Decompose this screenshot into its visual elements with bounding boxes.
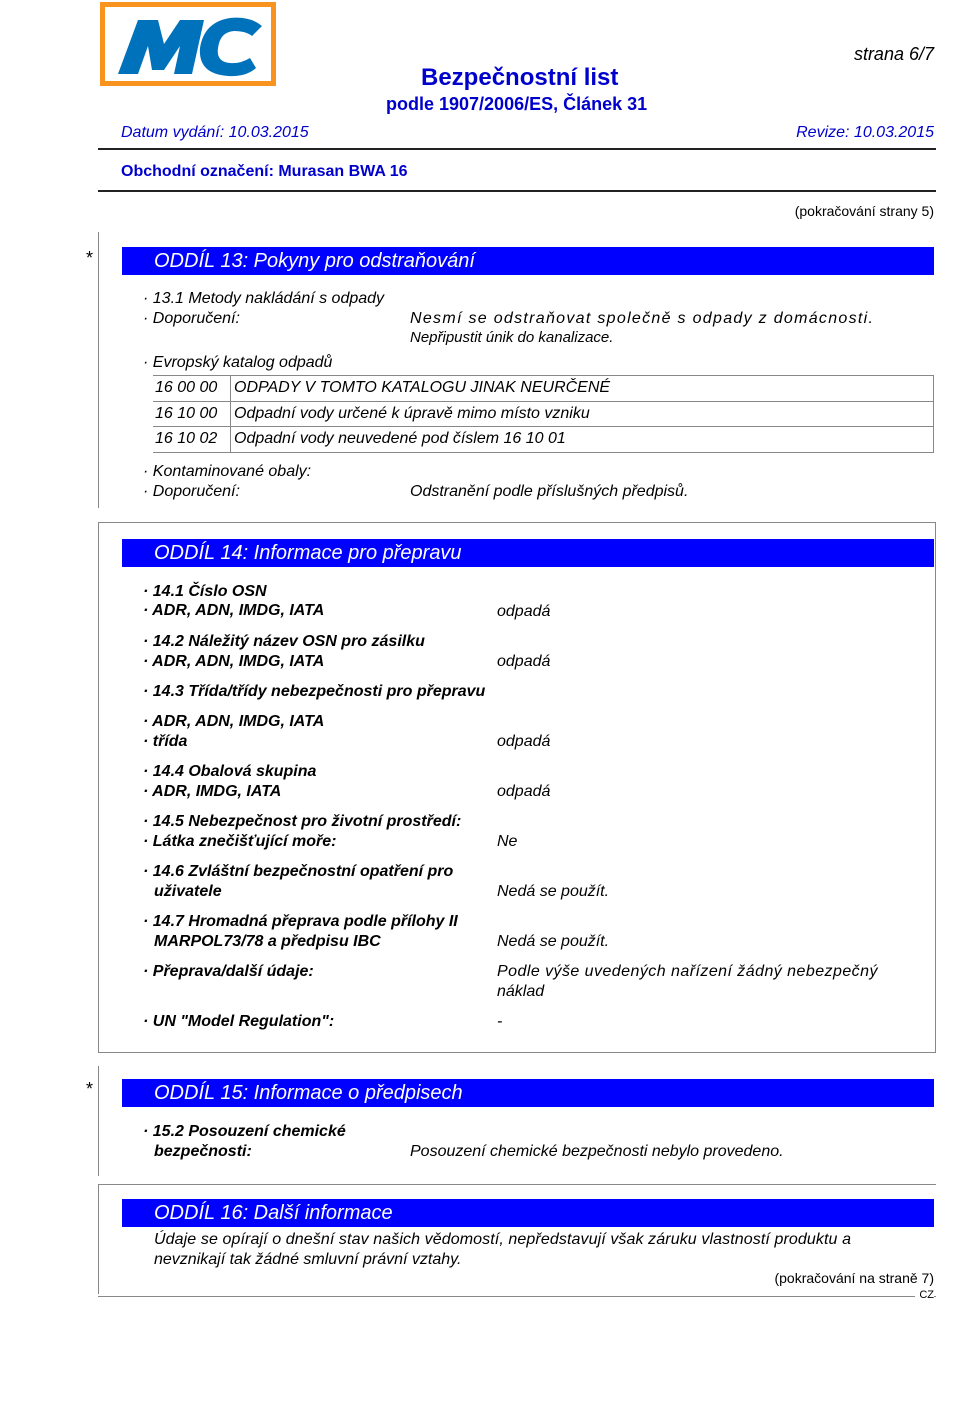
s14-r7v: Nedá se použít. bbox=[497, 933, 610, 950]
company-logo bbox=[100, 2, 276, 86]
s13-change-marker: * bbox=[86, 248, 94, 268]
continued-to: (pokračování na straně 7) bbox=[774, 1270, 934, 1286]
s14-r2v: odpadá bbox=[497, 653, 551, 670]
s14-r2b: · ADR, ADN, IMDG, IATA bbox=[143, 653, 325, 670]
waste-catalog-table bbox=[153, 375, 934, 453]
s14-r3v: odpadá bbox=[497, 733, 551, 750]
waste-code: 16 10 02 bbox=[155, 430, 218, 447]
s14-r3a: · 14.3 Třída/třídy nebezpečnosti pro přepravu bbox=[143, 683, 486, 700]
s14-r8v1: Podle výše uvedených nařízení žádný nebezpečný bbox=[497, 963, 878, 980]
s14-r5a: · 14.5 Nebezpečnost pro životní prostředí: bbox=[143, 813, 462, 830]
s14-r3c: · třída bbox=[143, 733, 188, 750]
s13-catalog-label: · Evropský katalog odpadů bbox=[143, 354, 333, 371]
s14-r3b: · ADR, ADN, IMDG, IATA bbox=[143, 713, 325, 730]
table-row bbox=[153, 401, 934, 427]
s13-methods: · 13.1 Metody nakládání s odpady bbox=[143, 290, 385, 307]
s16-title: ODDÍL 16: Další informace bbox=[154, 1202, 393, 1224]
s13-pack-rec-label: · Doporučení: bbox=[143, 483, 240, 500]
waste-code: 16 10 00 bbox=[155, 405, 218, 422]
s13-title-bar bbox=[122, 247, 934, 275]
waste-desc: ODPADY V TOMTO KATALOGU JINAK NEURČENÉ bbox=[234, 379, 611, 396]
waste-desc: Odpadní vody určené k úpravě mimo místo vzniku bbox=[234, 405, 590, 422]
s15-label-1: · 15.2 Posouzení chemické bbox=[143, 1123, 346, 1140]
trade-name: Obchodní označení: Murasan BWA 16 bbox=[121, 163, 408, 180]
s15-value: Posouzení chemické bezpečnosti nebylo provedeno. bbox=[410, 1143, 784, 1160]
s14-r6v: Nedá se použít. bbox=[497, 883, 610, 900]
logo-mc-mark bbox=[100, 2, 276, 86]
s14-r7a: · 14.7 Hromadná přeprava podle přílohy II bbox=[143, 913, 458, 930]
waste-code: 16 00 00 bbox=[155, 379, 218, 396]
s14-left-border bbox=[98, 522, 99, 1052]
s16-title-bar bbox=[122, 1199, 934, 1227]
continued-from: (pokračování strany 5) bbox=[794, 203, 934, 219]
issue-date: Datum vydání: 10.03.2015 bbox=[121, 124, 309, 141]
s14-top-border bbox=[98, 522, 936, 523]
s14-r1a: · 14.1 Číslo OSN bbox=[143, 583, 267, 600]
s14-r9a: · UN "Model Regulation": bbox=[143, 1013, 335, 1030]
s14-r5b: · Látka znečišťující moře: bbox=[143, 833, 337, 850]
header-rule bbox=[98, 148, 936, 150]
table-row bbox=[153, 426, 934, 452]
revision-date: Revize: 10.03.2015 bbox=[796, 124, 934, 141]
s14-r1v: odpadá bbox=[497, 603, 551, 620]
s14-r8v2: náklad bbox=[497, 983, 545, 1000]
s14-r4v: odpadá bbox=[497, 783, 551, 800]
s14-r4a: · 14.4 Obalová skupina bbox=[143, 763, 317, 780]
s15-title: ODDÍL 15: Informace o předpisech bbox=[154, 1082, 463, 1104]
s14-bottom-border bbox=[98, 1052, 936, 1053]
footer-rule bbox=[98, 1296, 936, 1297]
header-rule-2 bbox=[98, 190, 936, 192]
s14-title-bar bbox=[122, 539, 934, 567]
s16-left-border bbox=[98, 1184, 99, 1294]
document-title: Bezpečnostní list bbox=[421, 64, 619, 91]
s15-label-2: bezpečnosti: bbox=[154, 1143, 252, 1160]
s14-r5v: Ne bbox=[497, 833, 518, 850]
s13-title: ODDÍL 13: Pokyny pro odstraňování bbox=[154, 250, 475, 272]
language-code: CZ bbox=[915, 1289, 934, 1301]
s13-pack-rec-value: Odstranění podle příslušných předpisů. bbox=[410, 483, 689, 500]
s13-left-border bbox=[98, 232, 99, 508]
s13-rec-value-2: Nepřipustit únik do kanalizace. bbox=[410, 329, 614, 346]
s15-left-border bbox=[98, 1066, 99, 1176]
table-row bbox=[153, 376, 934, 401]
s14-title: ODDÍL 14: Informace pro přepravu bbox=[154, 542, 462, 564]
s14-r9v: - bbox=[497, 1013, 503, 1030]
s14-right-border bbox=[935, 522, 936, 1052]
document-subtitle: podle 1907/2006/ES, Článek 31 bbox=[386, 94, 648, 114]
s16-top-border bbox=[98, 1184, 936, 1185]
s15-change-marker: * bbox=[86, 1079, 94, 1099]
s13-packaging-label: · Kontaminované obaly: bbox=[143, 463, 312, 480]
s14-r2a: · 14.2 Náležitý název OSN pro zásilku bbox=[143, 633, 425, 650]
s16-text-1: Údaje se opírají o dnešní stav našich vědomostí, nepředstavují však záruku vlastností produktu a bbox=[154, 1231, 852, 1248]
s14-r1b: · ADR, ADN, IMDG, IATA bbox=[143, 602, 325, 619]
s15-title-bar bbox=[122, 1079, 934, 1107]
s16-text-2: nevznikají tak žádné smluvní právní vztahy. bbox=[154, 1251, 462, 1268]
s13-rec-label: · Doporučení: bbox=[143, 310, 240, 327]
s14-r4b: · ADR, IMDG, IATA bbox=[143, 783, 282, 800]
page-number: strana 6/7 bbox=[853, 44, 934, 64]
s14-r7b: MARPOL73/78 a předpisu IBC bbox=[154, 933, 381, 950]
s14-r6b: uživatele bbox=[154, 883, 222, 900]
s14-r8a: · Přeprava/další údaje: bbox=[143, 963, 314, 980]
s13-rec-value-1: Nesmí se odstraňovat společně s odpady z domácnosti. bbox=[410, 310, 875, 327]
waste-desc: Odpadní vody neuvedené pod číslem 16 10 01 bbox=[234, 430, 566, 447]
s14-r6a: · 14.6 Zvláštní bezpečnostní opatření pro bbox=[143, 863, 454, 880]
